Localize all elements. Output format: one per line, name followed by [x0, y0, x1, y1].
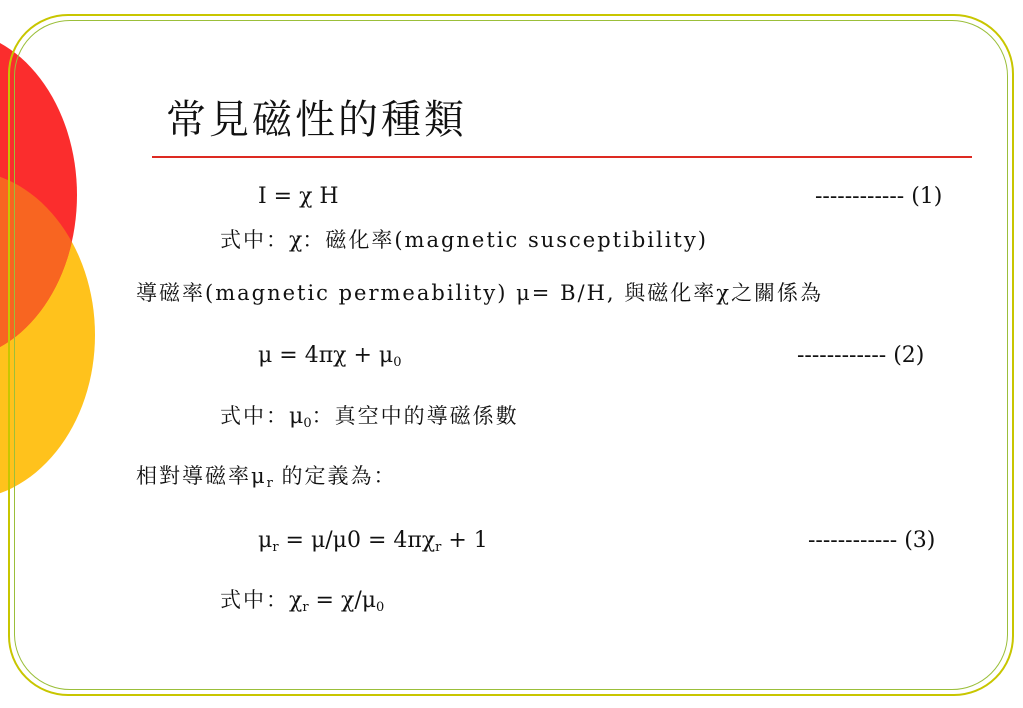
chi-sub: r: [302, 600, 309, 615]
where-prefix: 式中：: [220, 228, 289, 252]
title-underline: [152, 156, 972, 158]
mu-sub: 0: [303, 416, 312, 431]
mu-symbol: μ: [289, 404, 304, 429]
chi-symbol: χ: [289, 228, 303, 253]
equation-3-sub-r: r: [272, 540, 279, 555]
equation-1: I = χ H: [258, 184, 339, 209]
relative-sub: r: [266, 476, 273, 491]
relative-definition-suffix: 的定義為：: [272, 464, 397, 488]
equation-3-mu: μ: [258, 528, 273, 553]
slide-title: 常見磁性的種類: [166, 97, 467, 143]
permeability-relation-text: [136, 283, 823, 305]
equation-3-label: ------------ (3): [808, 528, 936, 553]
equation-2-sub: 0: [393, 355, 402, 370]
equation-3-where: [220, 590, 384, 614]
equation-3-sub-chi: r: [435, 540, 442, 555]
equation-1-label: ------------ (1): [815, 184, 943, 209]
where-prefix: 式中：: [220, 588, 289, 612]
equation-3: [258, 530, 488, 554]
chi-ratio: = χ/μ: [308, 588, 377, 613]
equation-3-middle: = μ/μ0 = 4πχ: [278, 528, 436, 553]
chi-symbol: χ: [289, 588, 303, 613]
permeability-relation-label: 導磁率(magnetic permeability) μ= B/H, 與磁化率χ之關係為: [136, 281, 823, 305]
equation-2-label: ------------ (2): [797, 343, 925, 368]
equation-3-end: + 1: [441, 528, 488, 553]
equation-2: [258, 345, 402, 369]
relative-permeability-label: 相對導磁率μ: [136, 464, 267, 488]
where-prefix: 式中：: [220, 404, 289, 428]
mu-zero-sub: 0: [376, 600, 385, 615]
susceptibility-definition: ：磁化率(magnetic susceptibility): [302, 228, 708, 252]
equation-1-where: [220, 230, 708, 252]
relative-permeability-text: [136, 466, 397, 490]
vacuum-permeability-definition: ：真空中的導磁係數: [311, 404, 519, 428]
equation-2-formula: μ = 4πχ + μ: [258, 343, 394, 368]
equation-2-where: [220, 406, 519, 430]
